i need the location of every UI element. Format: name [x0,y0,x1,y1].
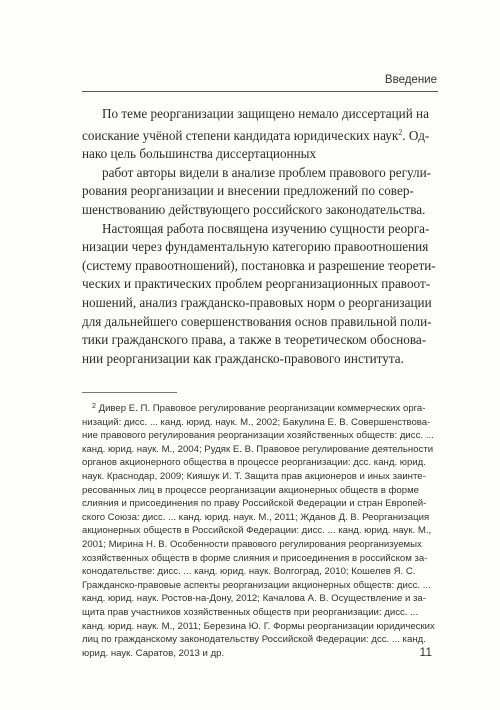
footnote-line: конодательстве: дисс. ... канд. юрид. наук. Волгоград, 2010; Кошелев Я. С. [82,566,416,578]
paragraph-1 [82,105,438,220]
footnote-line: наук. Краснодар, 2009; Кияшук И. Т. Защита прав акционеров и иных заинте- [82,470,426,482]
footnote-reference[interactable]: 2 [398,127,403,137]
text-line: ношений, анализ гражданско-правовых норм о реорганизации [82,294,432,310]
text-line: нако цель большинства диссертационных [82,146,317,162]
footnote-line: канд. юрид. наук. Ростов-на-Дону, 2012; Качалова А. В. Осуществление и за- [82,593,426,605]
text-line: ческих и практических проблем реорганизационных правоот- [82,276,431,292]
footnote-line: Гражданско-правовые аспекты реорганизации акционерных обществ: дисс. ... [82,579,431,591]
text-line: Настоящая работа посвящена изучению сущности реорга- [102,220,430,236]
text-line: (систему правоотношений), постановка и разрешение теорети- [82,257,436,273]
footnote-line: ние правового регулирования реорганизации хозяйственных обществ: дисс. ... [82,430,434,442]
text-line: шенствованию действующего российского законодательства. [82,201,426,217]
text-segment: . Од- [402,127,430,143]
footnote-line: ского Союза: дисс. ... канд. юрид. наук. М., 2011; Жданов Д. В. Реорганизация [82,511,430,523]
footnote-line: 2001; Мирина Н. В. Особенности правового регулирования реорганизуемых [82,538,422,550]
text-line: низации через фундаментальную категорию правоотношения [82,239,429,255]
footnote-line: канд. юрид. наук. М., 2011; Березина Ю. Г. Формы реорганизации юридических [82,620,435,632]
footnote-line: хозяйственных обществ в форме слияния и присоединения в российском за- [82,552,428,564]
text-line: работ авторы видели в анализе проблем правового регули- [102,164,432,180]
footnote-rule [82,392,177,393]
text-segment: соискание учёной степени кандидата юридических наук [82,127,399,143]
text-line: тики гражданского права, а также в теоретическом обоснова- [82,332,427,348]
main-text [82,105,438,368]
text-line: нии реорганизации как гражданско-правового института. [82,350,404,366]
text-line: для дальнейшего совершенствования основ правильной поли- [82,313,432,329]
header-rule [82,91,438,92]
footnote-line [82,400,440,416]
running-head: Введение [384,74,437,86]
text-line: По теме реорганизации защищено немало диссертаций на [102,106,429,121]
footnote-line: органов акционерного общества в процессе реорганизации: дсс. канд. юрид. [82,457,426,469]
footnote-mark: 2 [92,403,96,410]
footnote-line: щита прав участников хозяйственных обществ при реорганизации: дисс. ... [82,606,419,618]
footnote-line: лиц по гражданскому законодательству Российской Федерации: дсс. ... канд. [82,634,426,646]
text-line [82,124,438,146]
footnote-line: юрид. наук. Саратов, 2013 и др. [82,647,225,659]
footnote-line: канд. юрид. наук. М., 2004; Рудяк Е. В. Правовое регулирование деятельности [82,443,434,455]
footnote [82,400,440,660]
footnote-line: низаций: дисс. ... канд. юрид. наук. М., 2002; Бакулина Е. В. Совершенствова- [82,416,431,428]
text-line: рования реорганизации и внесении предложений по совер- [82,183,414,199]
page-number: 11 [419,645,432,659]
footnote-text: Дивер Е. П. Правовое регулирование реорганизации коммерческих орга- [98,403,426,414]
footnote-line: ресованных лиц в процессе реорганизации акционерных обществ в форме [82,484,419,496]
paragraph-2 [82,220,438,369]
footnote-line: акционерных обществ в Российской Федерации: дисс. ... канд. юрид. наук. М., [82,525,432,537]
footnote-line: слияния и присоединения по праву Российской Федерации и стран Европей- [82,498,427,510]
